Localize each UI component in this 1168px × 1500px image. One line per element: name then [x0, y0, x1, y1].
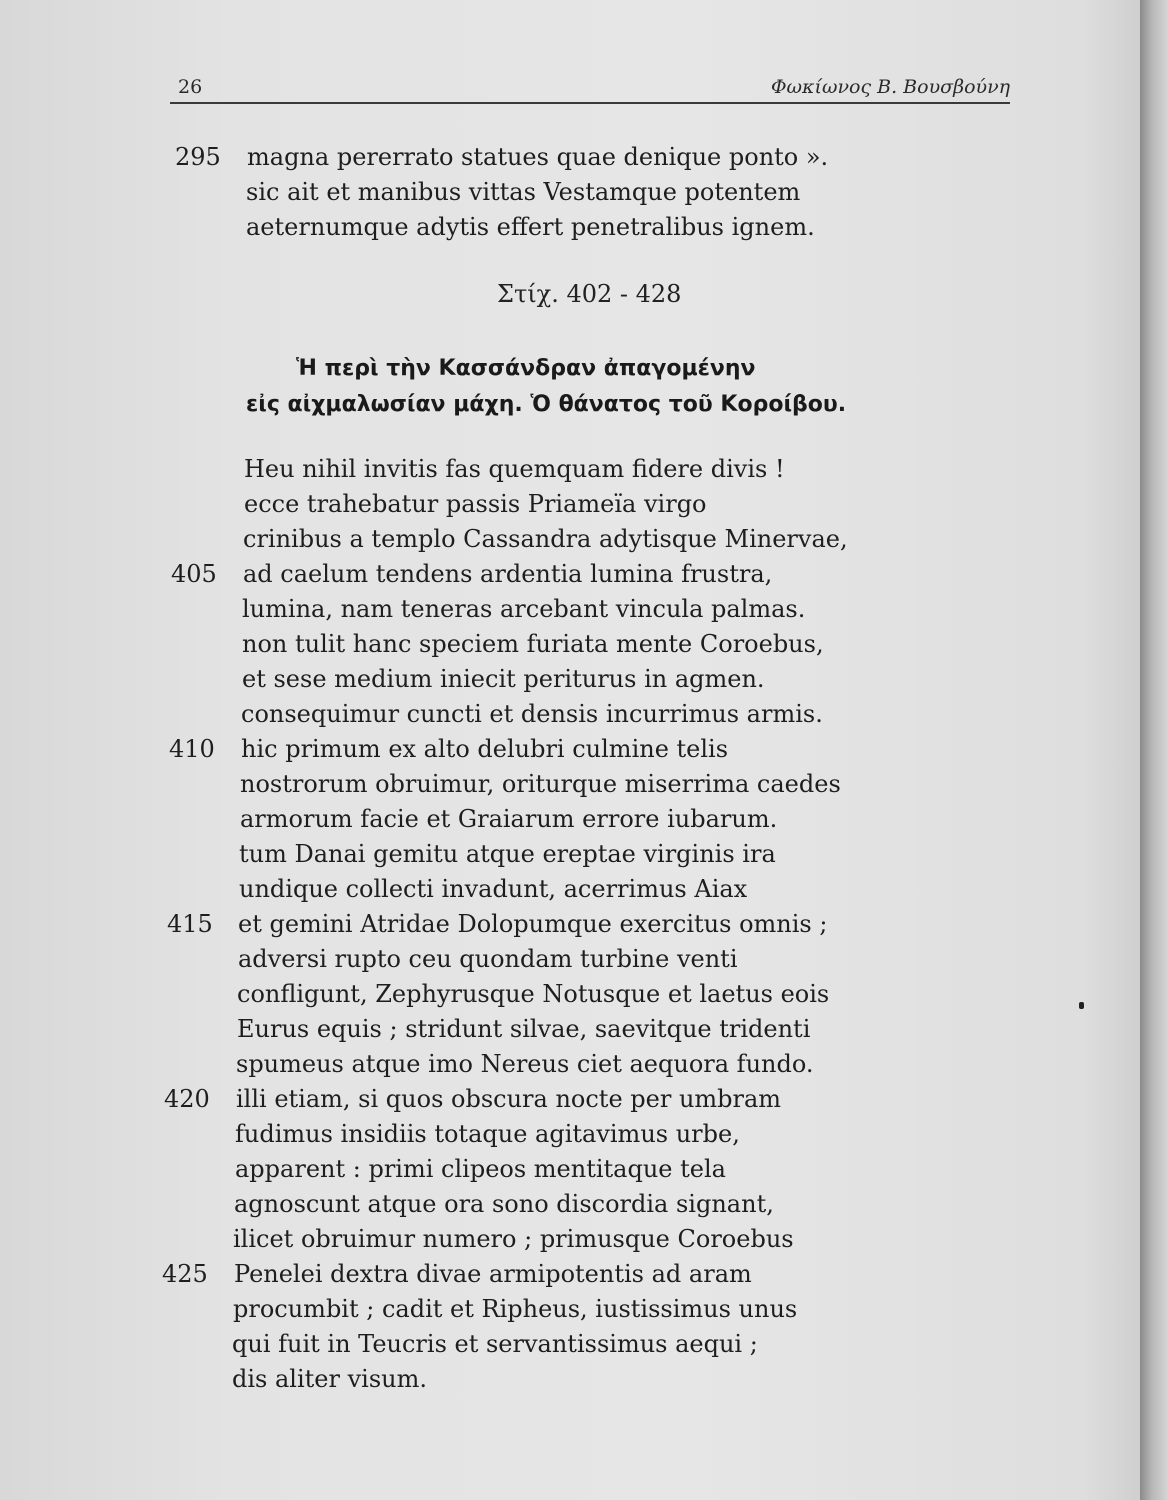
verse-line: [0, 592, 1140, 627]
verse-text: Eurus equis ; stridunt silvae, saevitque tridenti: [237, 1015, 811, 1043]
verse-text: qui fuit in Teucris et servantissimus aequi ;: [232, 1330, 758, 1358]
verse-line: [0, 175, 1140, 210]
line-number: 425: [162, 1260, 208, 1288]
verse-text: fudimus insidiis totaque agitavimus urbe,: [235, 1120, 740, 1148]
header-rule: [170, 102, 1010, 104]
verse-text: et sese medium iniecit periturus in agmen.: [242, 665, 765, 693]
verse-text: confligunt, Zephyrusque Notusque et laetus eois: [237, 980, 830, 1008]
verse-line: [0, 837, 1140, 872]
line-number: 415: [167, 910, 213, 938]
line-number: 295: [175, 143, 221, 171]
line-number: 405: [171, 560, 217, 588]
verse-text: apparent : primi clipeos mentitaque tela: [235, 1155, 726, 1183]
verse-line: [0, 557, 1140, 592]
verse-line: [0, 942, 1140, 977]
verse-text: ad caelum tendens ardentia lumina frustra,: [243, 560, 773, 588]
verse-line: [0, 907, 1140, 942]
line-number: 410: [169, 735, 215, 763]
verse-text: agnoscunt atque ora sono discordia signant,: [234, 1190, 774, 1218]
verse-line: [0, 697, 1140, 732]
verse-line: [0, 1187, 1140, 1222]
verse-line: [0, 1257, 1140, 1292]
verse-line: [0, 662, 1140, 697]
verse-text: adversi rupto ceu quondam turbine venti: [238, 945, 738, 973]
verse-text: lumina, nam teneras arcebant vincula palmas.: [242, 595, 806, 623]
verse-text: hic primum ex alto delubri culmine telis: [241, 735, 729, 763]
verse-text: ecce trahebatur passis Priameïa virgo: [244, 490, 707, 518]
verse-line: [0, 487, 1140, 522]
verse-text: aeternumque adytis effert penetralibus ignem.: [246, 213, 815, 241]
verse-line: [0, 1117, 1140, 1152]
source-reference: Στίχ. 402 - 428: [497, 280, 682, 308]
verse-text: armorum facie et Graiarum errore iubarum.: [240, 805, 778, 833]
verse-text: non tulit hanc speciem furiata mente Coroebus,: [242, 630, 824, 658]
verse-line: [0, 627, 1140, 662]
verse-line: [0, 767, 1140, 802]
book-gutter-shadow: [1140, 0, 1168, 1500]
verse-text: tum Danai gemitu atque ereptae virginis ira: [239, 840, 776, 868]
verse-line: [0, 977, 1140, 1012]
line-number: 420: [164, 1085, 210, 1113]
verse-line: [0, 872, 1140, 907]
verse-text: magna pererrato statues quae denique ponto ».: [247, 143, 829, 171]
main-passage: [0, 452, 1140, 1397]
paper-speck: [1079, 1002, 1084, 1009]
verse-text: spumeus atque imo Nereus ciet aequora fundo.: [236, 1050, 814, 1078]
verse-line: [0, 522, 1140, 557]
verse-line: [0, 1047, 1140, 1082]
verse-text: illi etiam, si quos obscura nocte per umbram: [236, 1085, 782, 1113]
verse-line: [0, 802, 1140, 837]
verse-line: [0, 1012, 1140, 1047]
verse-text: Penelei dextra divae armipotentis ad aram: [234, 1260, 752, 1288]
verse-text: procumbit ; cadit et Ripheus, iustissimus unus: [233, 1295, 798, 1323]
top-passage: [0, 140, 1140, 245]
verse-text: crinibus a templo Cassandra adytisque Minervae,: [243, 525, 848, 553]
verse-line: [0, 732, 1140, 767]
page-header: [170, 70, 1010, 102]
running-head: Φωκίωνος Β. Βουσβούνη: [770, 76, 1010, 98]
verse-line: [0, 1082, 1140, 1117]
verse-text: undique collecti invadunt, acerrimus Aiax: [239, 875, 748, 903]
verse-text: et gemini Atridae Dolopumque exercitus omnis ;: [238, 910, 828, 938]
verse-text: consequimur cuncti et densis incurrimus armis.: [241, 700, 823, 728]
verse-line: [0, 1327, 1140, 1362]
verse-text: ilicet obruimur numero ; primusque Coroebus: [233, 1225, 794, 1253]
section-heading-line-2: εἰς αἰχμαλωσίαν μάχη. Ὁ θάνατος τοῦ Κοροίβου.: [246, 392, 847, 417]
page-number: 26: [178, 76, 203, 98]
verse-line: [0, 1152, 1140, 1187]
verse-line: [0, 210, 1140, 245]
verse-text: nostrorum obruimur, oriturque miserrima caedes: [240, 770, 841, 798]
verse-line: [0, 1292, 1140, 1327]
verse-text: dis aliter visum.: [232, 1365, 427, 1393]
section-heading-line-1: Ἡ περὶ τὴν Κασσάνδραν ἀπαγομένην: [296, 356, 756, 381]
verse-text: Heu nihil invitis fas quemquam fidere divis !: [244, 455, 785, 483]
verse-text: sic ait et manibus vittas Vestamque potentem: [246, 178, 801, 206]
verse-line: [0, 1362, 1140, 1397]
verse-line: [0, 1222, 1140, 1257]
verse-line: [0, 140, 1140, 175]
verse-line: [0, 452, 1140, 487]
